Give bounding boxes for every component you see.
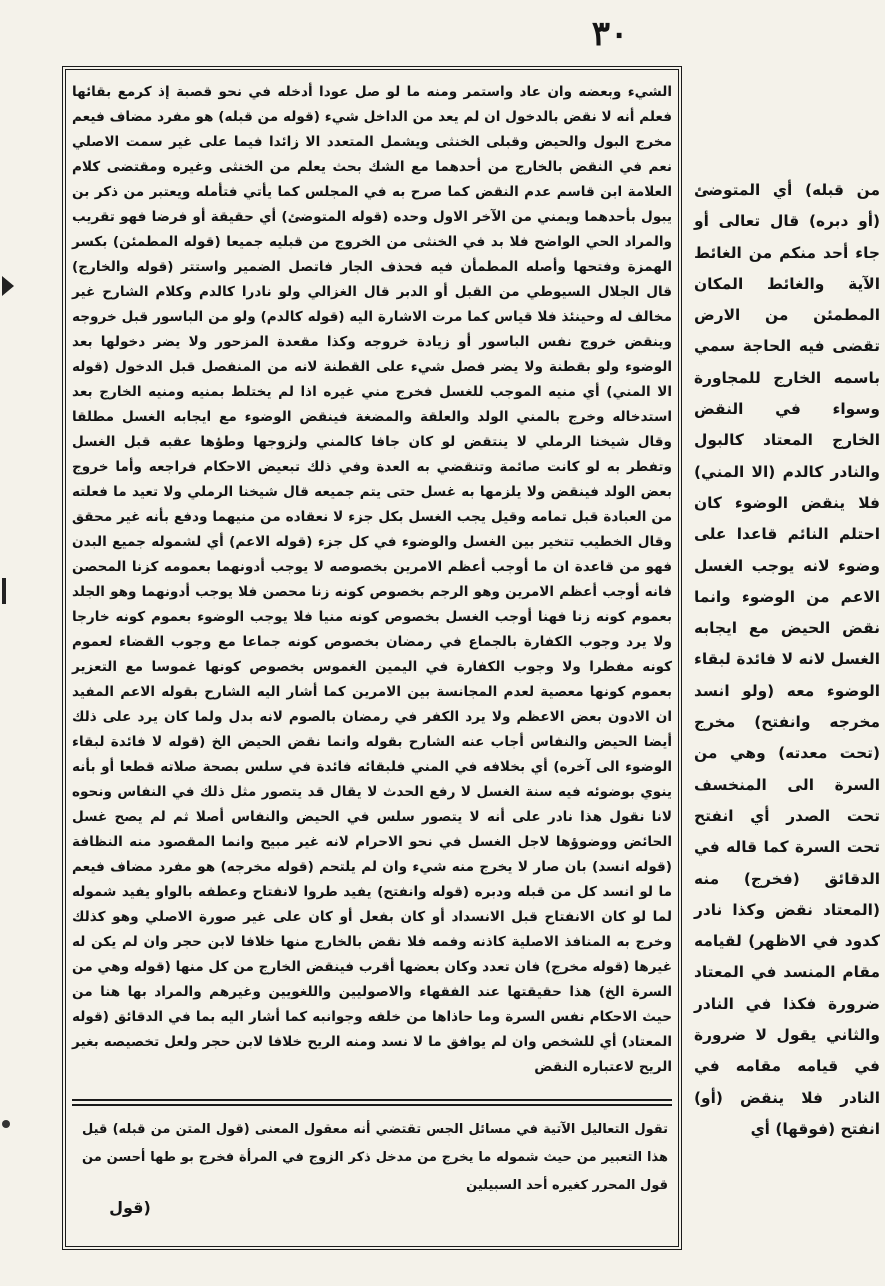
footnote-block	[82, 1116, 668, 1242]
margin-ink-mark	[2, 276, 14, 296]
margin-commentary-text: من قبله) أي المتوضئ (أو دبره) قال تعالى أو جاء أحد منكم من الغائط الآية والغائط المكان المطمئن من الارض تقضى فيه الحاجة سمي باسمه الخارج للمجاورة وسواء في النقض الخارج المعتاد كالبول والنادر كالدم (الا المني) فلا ينقض الوضوء كان احتلم النائم قاعدا على وضوء لانه يوجب الغسل الاعم من الوضوء وانما نقض الحيض مع ايجابه الغسل لانه لا فائدة لبقاء الوضوء معه (ولو انسد مخرجه وانفتح) مخرج (تحت معدته) وهي من السرة الى المنخسف تحت الصدر أي انفتح تحت السرة كما قاله في الدقائق (فخرج) منه (المعتاد نقض وكذا نادر كدود في الاظهر) لقيامه مقام المنسد في المعتاد ضرورة فكذا في النادر والثاني يقول لا ضرورة في قيامه مقامه في النادر فلا ينقض (أو) انفتح (فوقها) أي	[694, 181, 880, 1138]
margin-commentary	[694, 175, 880, 1138]
margin-ink-mark	[2, 1120, 10, 1128]
footnote-divider	[72, 1104, 672, 1106]
catchword: (قول	[109, 1198, 151, 1217]
footnote-text: تقول التعاليل الآتية في مسائل الجس تقتضي أنه معقول المعنى (قول المتن من قبله) قيل هذا التعبير من حيث شموله ما يخرج من مدخل ذكر الزوج في المرأة فخرج بو طها أحسن من قول المحرر كغيره أحد السبيلين	[82, 1122, 668, 1193]
footnote-divider	[72, 1099, 672, 1101]
main-text-block	[72, 80, 672, 1086]
page-number: ٣٠	[591, 14, 629, 54]
main-text-paragraph: الشيء وبعضه وان عاد واستمر ومنه ما لو صل عودا أدخله في نحو قصبة إذ كرمع بقائها فعلم أنه لا نقض بالدخول ان لم يعد من الداخل شيء (قوله من قبله) هو مفرد مضاف فيعم مخرج البول والحيض وقبلى الخنثى ويشمل المتعدد الا زائدا فيما على غير سمت الاصلي نعم في النقض بالخارج من أحدهما مع الشك بحث يعلم من الخنثى وغيره ومقتضى كلام العلامة ابن قاسم عدم النقض كما صرح به في المجلس كما يأتي فتأمله ويعتبر من ذكر بن يبول بأحدهما ويمني من الآخر الاول وحده (قوله المتوضئ) أي حقيقة أو فرضا فهو تقريب والمراد الحي الواضح فلا بد في الخنثى من الخروج من قبليه جميعا (قوله المطمئن) بكسر الهمزة وفتحها وأصله المطمأن فيه فحذف الجار فاتصل الضمير واستتر (قوله والخارج) قال الجلال السيوطي من القبل أو الدبر قال الغزالي ولو نادرا كالدم وكلام الشارح غير مخالف له وحينئذ فلا قياس كما مرت الاشارة اليه (قوله كالدم) ولو من الباسور قبل خروجه وينقض خروج نفس الباسور أو زيادة خروجه وكذا مقعدة المزحور ولا يضر دخولها بعد الوضوء ولو بقطنة ولا يضر فصل شيء على القطنة لانه من المنفصل قبل الدخول (قوله الا المني) أي منيه الموجب للغسل فخرج مني غيره اذا لم يختلط بمنيه ومنيه الخارج بعد استدخاله وخرج بالمني الولد والعلقة والمضغة فينقض الوضوء مع ايجابه الغسل مطلقا وقال شيخنا الرملي لا ينتقض لو كان جافا كالمني ولزوجها وطؤها عقبه قبل الغسل وتفطر به لو كانت صائمة وتنقضي به العدة وفي ذلك تبعيض الاحكام فراجعه وأما خروج بعض الولد فينقض ولا يلزمها به غسل حتى يتم جميعه قال شيخنا الرملي ولا تعيد ما فعلته من العبادة قبل تمامه وقيل يجب الغسل بكل جزء لا نعقاده من منيهما ودفع بأنه غير محقق وقال الخطيب تتخير بين الغسل والوضوء في كل جزء (قوله الاعم) أي لشموله جميع البدن فهو من قاعدة ان ما أوجب أعظم الامرين بخصوصه لا يوجب أدونهما بعمومه كزنا المحصن فانه أوجب أعظم الامرين وهو الرجم بخصوص كونه زنا محصن فلا يوجب أدونهما وهو الجلد بعموم كونه زنا فهنا أوجب الغسل بخصوص كونه منيا فلا يوجب الوضوء بعموم كونه خارجا ولا يرد وجوب الكفارة بالجماع في رمضان بخصوص كونه جماعا مع وجوب القضاء لعموم كونه مفطرا ولا وجوب الكفارة في اليمين الغموس بخصوص كونها غموسا مع التعزير بعموم كونها معصية لعدم المجانسة بين الامرين كما أشار اليه الشارح بقوله الاعم المفيد ان الادون بعض الاعظم ولا يرد الكفر في رمضان بالصوم لانه بدل ولما كان يرد على ذلك أيضا الحيض والنفاس أجاب عنه الشارح بقوله وانما نقض الحيض الخ (قوله لا فائدة لبقاء الوضوء الى آخره) أي بخلافه في المني فلبقائه فائدة في سلس بصحة صلاته قطعا أو بأنه ينوي بوضوئه فيه سنة الغسل لا رفع الحدث لا يقال قد يتصور مثل ذلك في النفاس ونحوه لانا نقول هذا نادر على أنه لا يتصور سلس في الحيض والنفاس أصلا ثم لم يصح غسل الحائض ووضوؤها لاجل الغسل في نحو الاحرام لانه غير مبيح وانما المقصود منه النظافة (قوله انسد) بان صار لا يخرج منه شيء وان لم يلتحم (قوله مخرجه) هو مفرد مضاف فيعم ما لو انسد كل من قبله ودبره (قوله وانفتح) يفيد طروا لانفتاح وعطفه بالواو يفيد شموله لما لو كان الانفتاح قبل الانسداد أو كان بفعل أو كان على غير صورة الاصلي وهو كذلك وخرج به المنافذ الاصلية كاذنه وفمه فلا نقض بالخارج منها خلافا لابن حجر وان لم يكن له غيرها (قوله مخرج) فان تعدد وكان بعضها أقرب فينقض الخارج من كل منها (قوله وهي من السرة الخ) هذا حقيقتها عند الفقهاء والاصوليين واللغويين وغيرهم والمراد بها هنا من حيث الاحكام نفس السرة وما حاذاها من خلفه وجوانبه كما أشار اليه بما في الدقائق (قوله المعتاد) أي للشخص وان لم يوافق ما لا نسد ومنه الريح خلافا لابن حجر ولعل تخصيصه بغير الريح لاعتباره النقض	[72, 84, 672, 1075]
margin-ink-mark	[2, 578, 6, 604]
